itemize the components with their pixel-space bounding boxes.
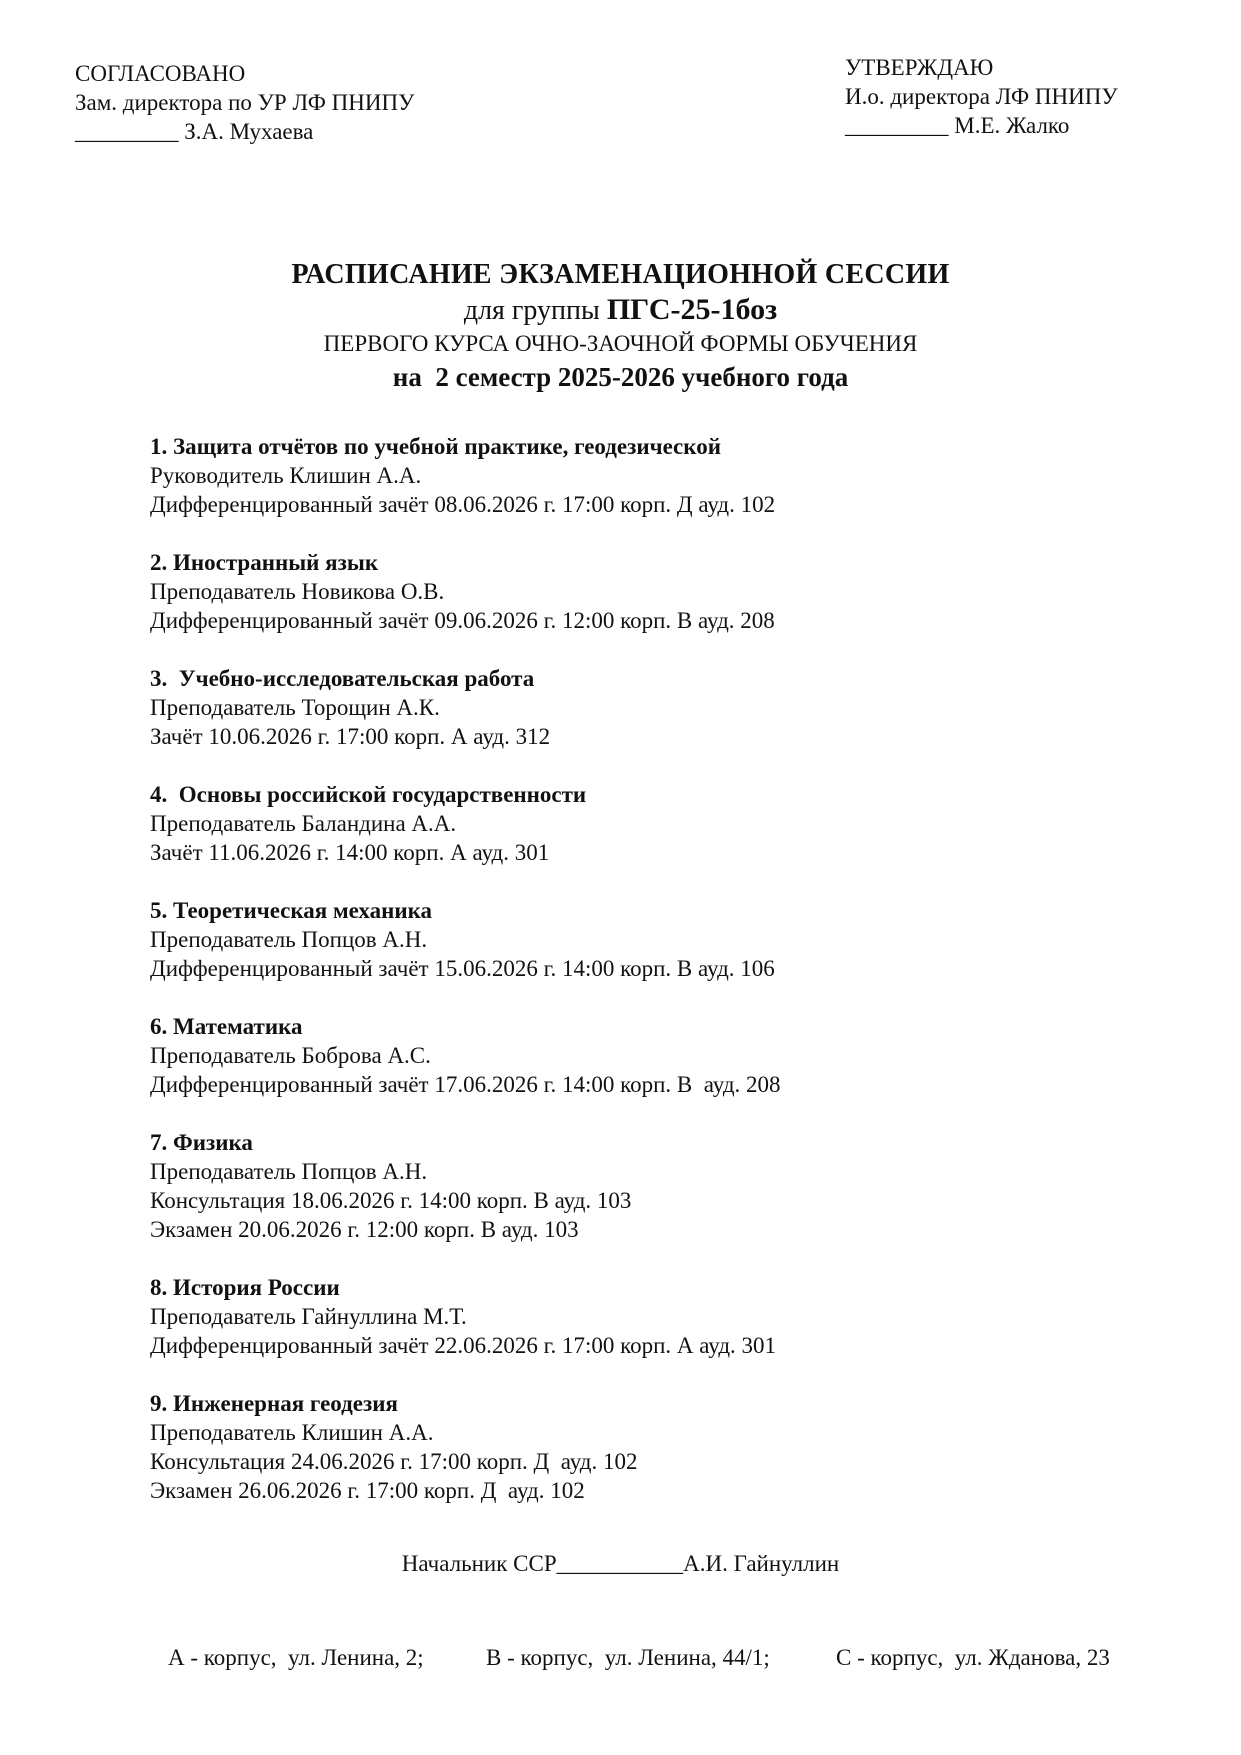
exam-event: Дифференцированный зачёт 08.06.2026 г. 17:00 корп. Д ауд. 102 [150, 492, 776, 517]
exam-subject: 4. Основы российской государственности [150, 782, 587, 807]
approval-agreed-position: Зам. директора по УР ЛФ ПНИПУ [75, 90, 415, 115]
exam-subject: 2. Иностранный язык [150, 550, 379, 575]
document-title: РАСПИСАНИЕ ЭКЗАМЕНАЦИОННОЙ СЕССИИ [291, 259, 950, 290]
head-signature: Начальник ССР___________А.И. Гайнуллин [401, 1551, 840, 1576]
exam-item [150, 548, 1150, 635]
approval-approve-position: И.о. директора ЛФ ПНИПУ [845, 84, 1118, 109]
exam-teacher: Преподаватель Боброва А.С. [150, 1043, 431, 1068]
exam-event: Зачёт 10.06.2026 г. 17:00 корп. А ауд. 312 [150, 724, 551, 749]
exam-teacher: Преподаватель Торощин А.К. [150, 695, 440, 720]
approval-approve-block [845, 53, 1118, 140]
exam-teacher: Преподаватель Клишин А.А. [150, 1420, 434, 1445]
address-building-a: А - корпус, ул. Ленина, 2; [168, 1645, 424, 1670]
exam-item [150, 1273, 1150, 1360]
exam-event: Дифференцированный зачёт 09.06.2026 г. 12:00 корп. В ауд. 208 [150, 608, 775, 633]
approval-approve-heading: УТВЕРЖДАЮ [845, 55, 994, 80]
approval-agreed-signature: _________ З.А. Мухаева [75, 119, 314, 144]
exam-subject: 7. Физика [150, 1130, 253, 1155]
exam-item [150, 1012, 1150, 1099]
exam-event: Экзамен 20.06.2026 г. 12:00 корп. В ауд. 103 [150, 1217, 579, 1242]
group-line [0, 292, 1241, 329]
exam-teacher: Преподаватель Попцов А.Н. [150, 1159, 428, 1184]
approval-agreed-heading: СОГЛАСОВАНО [75, 61, 246, 86]
exam-event: Консультация 18.06.2026 г. 14:00 корп. В ауд. 103 [150, 1188, 632, 1213]
exam-list [150, 432, 1150, 1534]
exam-item [150, 664, 1150, 751]
exam-subject: 5. Теоретическая механика [150, 898, 433, 923]
approval-agreed-block [75, 59, 414, 146]
exam-item [150, 1389, 1150, 1505]
exam-event: Консультация 24.06.2026 г. 17:00 корп. Д ауд. 102 [150, 1449, 638, 1474]
exam-teacher: Руководитель Клишин А.А. [150, 463, 422, 488]
exam-subject: 9. Инженерная геодезия [150, 1391, 398, 1416]
term-line: на 2 семестр 2025-2026 учебного года [392, 362, 849, 392]
document-title-block [0, 258, 1241, 395]
exam-event: Зачёт 11.06.2026 г. 14:00 корп. А ауд. 301 [150, 840, 550, 865]
exam-event: Дифференцированный зачёт 22.06.2026 г. 17:00 корп. А ауд. 301 [150, 1333, 777, 1358]
address-building-b: В - корпус, ул. Ленина, 44/1; [486, 1645, 770, 1670]
group-code: ПГС-25-1боз [606, 293, 778, 326]
exam-teacher: Преподаватель Новикова О.В. [150, 579, 445, 604]
exam-event: Дифференцированный зачёт 15.06.2026 г. 14:00 корп. В ауд. 106 [150, 956, 775, 981]
address-building-c: С - корпус, ул. Жданова, 23 [836, 1645, 1110, 1670]
exam-subject: 6. Математика [150, 1014, 303, 1039]
exam-item [150, 896, 1150, 983]
exam-teacher: Преподаватель Баландина А.А. [150, 811, 457, 836]
exam-event: Дифференцированный зачёт 17.06.2026 г. 14:00 корп. В ауд. 208 [150, 1072, 781, 1097]
group-prefix: для группы [463, 295, 607, 326]
exam-event: Экзамен 26.06.2026 г. 17:00 корп. Д ауд. 102 [150, 1478, 585, 1503]
building-addresses [145, 1614, 1145, 1701]
exam-item [150, 1128, 1150, 1244]
approval-approve-signature: _________ М.Е. Жалко [845, 113, 1070, 138]
exam-teacher: Преподаватель Гайнуллина М.Т. [150, 1304, 467, 1329]
course-line: ПЕРВОГО КУРСА ОЧНО-ЗАОЧНОЙ ФОРМЫ ОБУЧЕНИЯ [323, 331, 918, 356]
exam-teacher: Преподаватель Попцов А.Н. [150, 927, 428, 952]
exam-subject: 3. Учебно-исследовательская работа [150, 666, 535, 691]
exam-item [150, 780, 1150, 867]
exam-subject: 8. История России [150, 1275, 340, 1300]
exam-subject: 1. Защита отчётов по учебной практике, геодезической [150, 434, 721, 459]
exam-item [150, 432, 1150, 519]
